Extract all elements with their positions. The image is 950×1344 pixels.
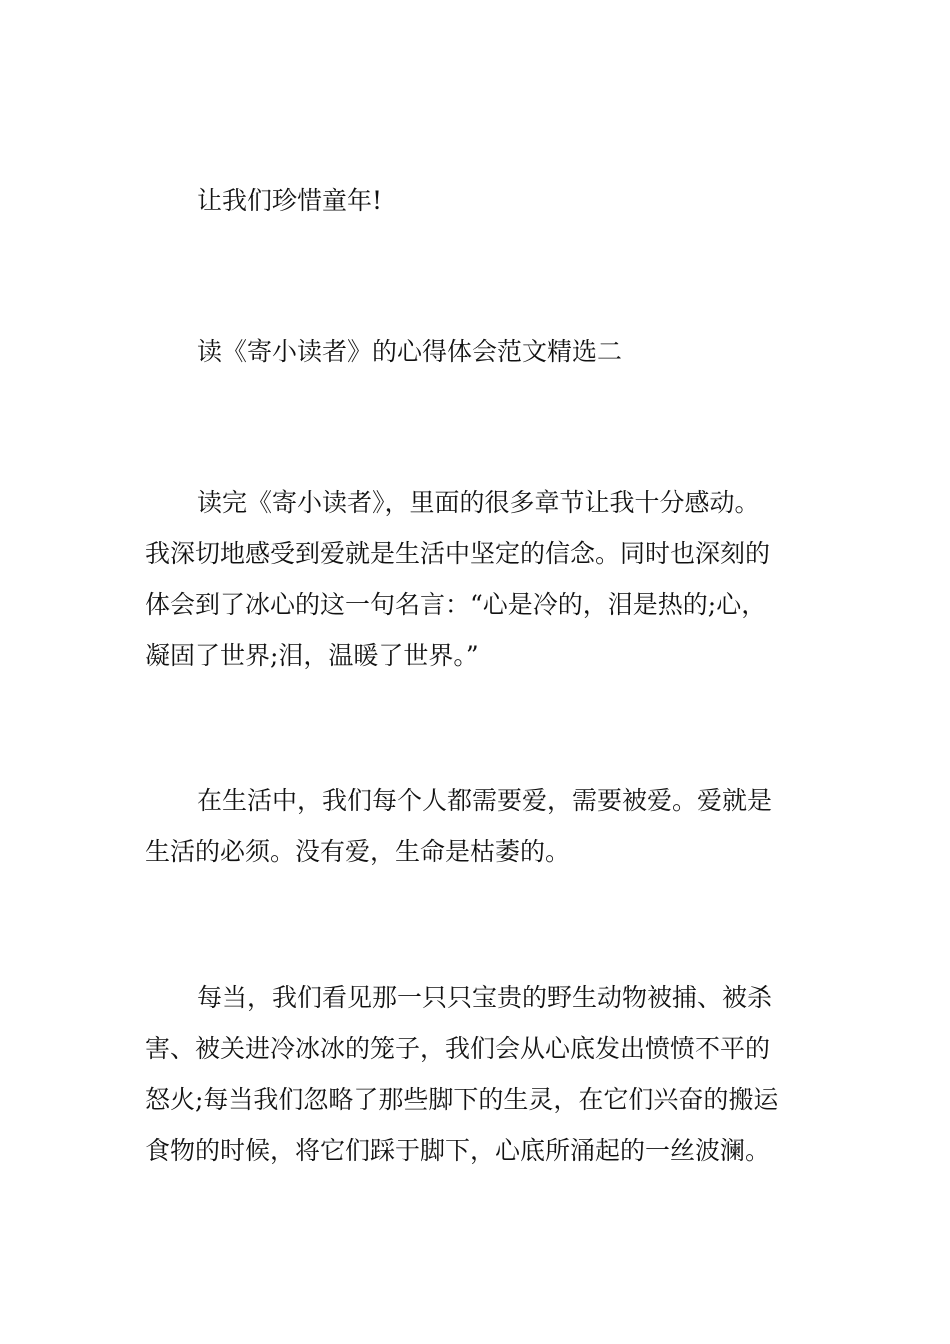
paragraph-line: 体会到了冰心的这一句名言：“心是冷的，泪是热的;心， — [145, 590, 767, 619]
closing-line — [145, 175, 807, 226]
paragraph-line: 害、被关进冷冰冰的笼子，我们会从心底发出愤愤不平的 — [145, 1034, 771, 1063]
paragraph-1 — [145, 477, 807, 681]
paragraph-2 — [145, 775, 807, 877]
closing-line-text: 让我们珍惜童年! — [197, 186, 383, 215]
paragraph-line: 在生活中，我们每个人都需要爱，需要被爱。爱就是 — [197, 786, 773, 815]
paragraph-line: 我深切地感受到爱就是生活中坚定的信念。同时也深刻的 — [145, 539, 771, 568]
paragraph-line: 读完《寄小读者》，里面的很多章节让我十分感动。 — [197, 488, 760, 517]
paragraph-line: 凝固了世界;泪，温暖了世界。” — [145, 641, 479, 670]
section-title — [145, 326, 807, 377]
paragraph-line: 每当，我们看见那一只只宝贵的野生动物被捕、被杀 — [197, 983, 773, 1012]
paragraph-line: 生活的必须。没有爱，生命是枯萎的。 — [145, 837, 571, 866]
section-title-text: 读《寄小读者》的心得体会范文精选二 — [197, 337, 623, 366]
paragraph-line: 怒火;每当我们忽略了那些脚下的生灵，在它们兴奋的搬运 — [145, 1085, 779, 1114]
paragraph-3 — [145, 972, 807, 1176]
paragraph-line: 食物的时候，将它们踩于脚下，心底所涌起的一丝波澜。 — [145, 1136, 771, 1165]
